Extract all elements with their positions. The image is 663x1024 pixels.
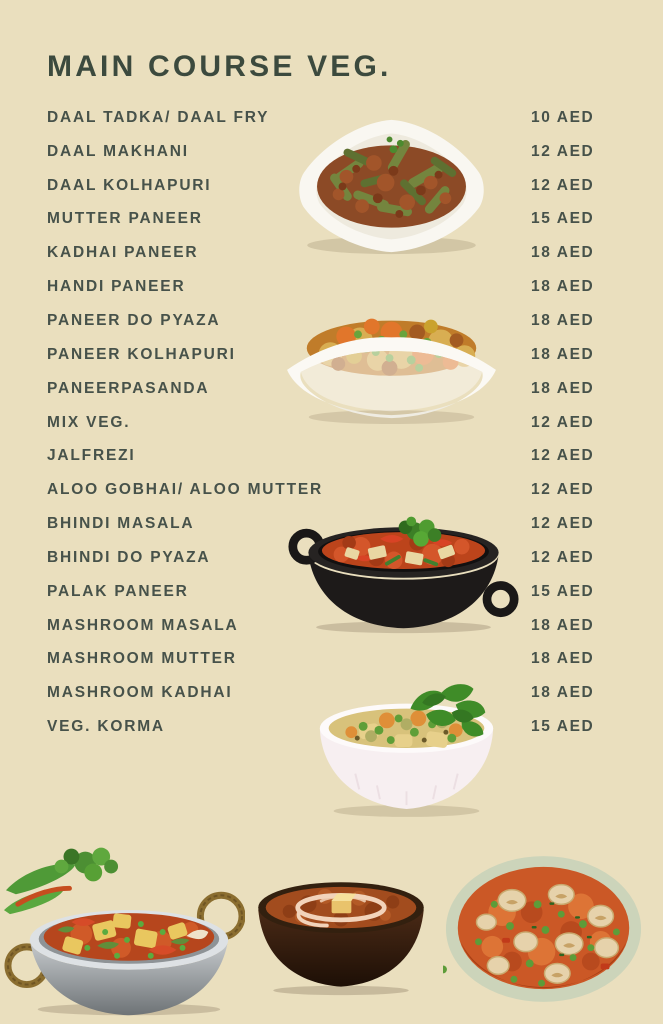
dish-price: 18 AED: [531, 345, 595, 363]
kadhai-paneer-black-pot-photo: [287, 503, 520, 636]
kadhai-paneer-karahi-photo: [2, 838, 245, 1018]
dish-price: 12 AED: [531, 413, 595, 431]
dish-name: MASHROOM MUTTER: [47, 650, 237, 668]
dish-price: 18 AED: [531, 379, 595, 397]
dish-price: 12 AED: [531, 515, 595, 533]
dish-name: PANEER DO PYAZA: [47, 311, 221, 329]
dish-name: HANDI PANEER: [47, 278, 186, 296]
menu-row: [47, 643, 607, 677]
dish-name: BHINDI MASALA: [47, 515, 195, 533]
dish-price: 18 AED: [531, 616, 595, 634]
veg-korma-bowl-photo: [308, 675, 505, 818]
dish-price: 12 AED: [531, 481, 595, 499]
dish-name: ALOO GOBHAI/ ALOO MUTTER: [47, 481, 323, 499]
dish-name: DAAL KOLHAPURI: [47, 176, 212, 194]
dish-name: MASHROOM KADHAI: [47, 684, 233, 702]
dish-price: 18 AED: [531, 684, 595, 702]
dish-price: 18 AED: [531, 278, 595, 296]
dish-name: BHINDI DO PYAZA: [47, 548, 211, 566]
daal-makhani-bowl-photo: [246, 870, 436, 997]
dish-price: 18 AED: [531, 244, 595, 262]
page-title: MAIN COURSE VEG.: [47, 50, 392, 83]
dish-price: 15 AED: [531, 210, 595, 228]
dish-name: PANEER KOLHAPURI: [47, 345, 236, 363]
mix-veg-bowl-photo: [283, 293, 500, 426]
dish-name: JALFREZI: [47, 447, 136, 465]
dish-name: KADHAI PANEER: [47, 244, 199, 262]
dish-price: 15 AED: [531, 582, 595, 600]
dish-name: PALAK PANEER: [47, 582, 189, 600]
dish-name: DAAL MAKHANI: [47, 142, 189, 160]
dish-name: MASHROOM MASALA: [47, 616, 239, 634]
dish-name: VEG. KORMA: [47, 718, 165, 736]
bhindi-masala-plate-photo: [283, 112, 500, 259]
menu-row: [47, 439, 607, 473]
mushroom-curry-bowl-photo: [443, 853, 645, 1006]
dish-price: 18 AED: [531, 311, 595, 329]
dish-price: 12 AED: [531, 548, 595, 566]
dish-price: 18 AED: [531, 650, 595, 668]
dish-name: PANEERPASANDA: [47, 379, 210, 397]
dish-price: 12 AED: [531, 447, 595, 465]
dish-name: MIX VEG.: [47, 413, 131, 431]
dish-name: MUTTER PANEER: [47, 210, 203, 228]
dish-price: 10 AED: [531, 108, 595, 126]
dish-price: 12 AED: [531, 176, 595, 194]
dish-price: 12 AED: [531, 142, 595, 160]
dish-price: 15 AED: [531, 718, 595, 736]
dish-name: DAAL TADKA/ DAAL FRY: [47, 108, 270, 126]
